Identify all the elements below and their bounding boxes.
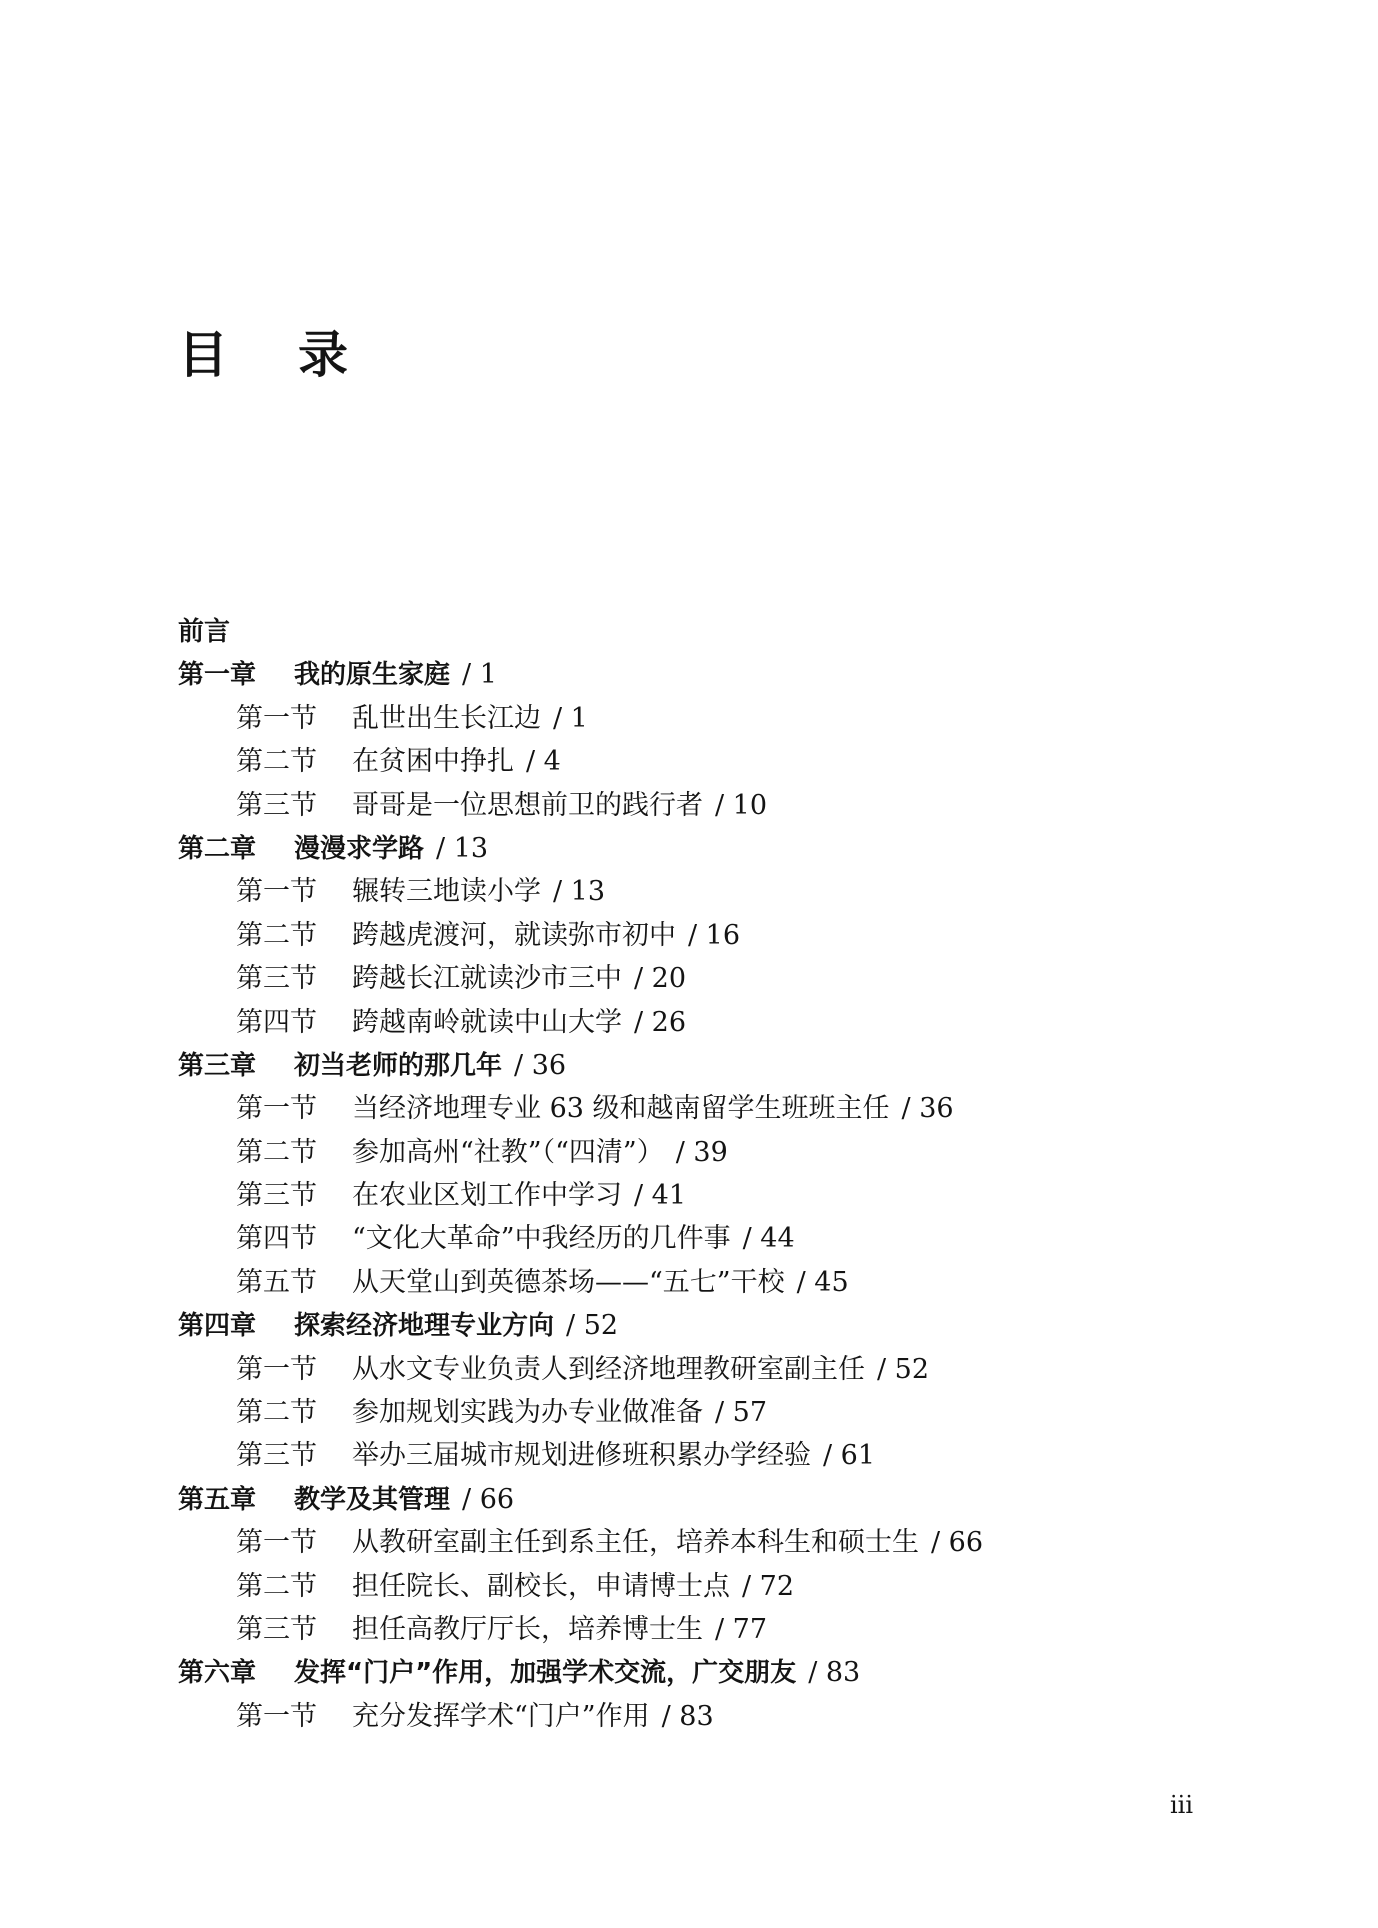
toc-entry-title: 初当老师的那几年 xyxy=(294,1050,503,1081)
toc-entry-page: / 26 xyxy=(634,1006,687,1038)
toc-entry-label: 第一节 xyxy=(236,1527,317,1559)
toc-entry-page: / 52 xyxy=(877,1353,930,1385)
toc-entry-title: 从天堂山到英德茶场——“五七”干校 xyxy=(352,1266,785,1298)
toc-entry-label: 第四节 xyxy=(236,1006,317,1038)
toc-entry-title: 从水文专业负责人到经济地理教研室副主任 xyxy=(352,1353,865,1385)
toc-entry-title: 哥哥是一位思想前卫的践行者 xyxy=(352,789,703,821)
toc-entry-title: 探索经济地理专业方向 xyxy=(294,1311,555,1342)
toc-entry-page: / 52 xyxy=(566,1310,619,1342)
toc-section-entry xyxy=(178,1565,1278,1608)
toc-entry-label: 第一节 xyxy=(236,1700,317,1732)
toc-entry-title: 在贫困中挣扎 xyxy=(352,746,514,778)
toc-section-entry xyxy=(178,1521,1278,1564)
toc-entry-title: 参加规划实践为办专业做准备 xyxy=(352,1397,703,1429)
toc-entry-page: / 36 xyxy=(901,1093,954,1125)
toc-section-entry xyxy=(178,1001,1278,1044)
toc-entry-label: 第一章 xyxy=(178,660,257,691)
toc-chapter-entry xyxy=(178,653,1278,696)
toc-entry-page: / 66 xyxy=(931,1527,984,1559)
toc-entry-label: 第一节 xyxy=(236,876,317,908)
toc-chapter-entry xyxy=(178,1304,1278,1347)
page-number: iii xyxy=(1170,1791,1194,1819)
toc-entry-page: / 1 xyxy=(553,702,588,734)
toc-entry-label: 第一节 xyxy=(236,702,317,734)
toc-entry-title: 跨越长江就读沙市三中 xyxy=(352,963,622,995)
toc-chapter-entry xyxy=(178,1651,1278,1694)
toc-entry-label: 第三节 xyxy=(236,1440,317,1472)
toc-entry-label: 第二节 xyxy=(236,746,317,778)
toc-entry-label: 第二节 xyxy=(236,919,317,951)
toc-entry-title: 发挥“门户”作用，加强学术交流，广交朋友 xyxy=(294,1658,797,1689)
toc-entry-title: 担任院长、副校长，申请博士点 xyxy=(352,1570,730,1602)
toc-entry-page: / 45 xyxy=(796,1266,849,1298)
toc-entry-title: 乱世出生长江边 xyxy=(352,702,541,734)
toc-entry-page: / 39 xyxy=(675,1136,728,1168)
toc-section-entry xyxy=(178,1217,1278,1260)
toc-entry-page: / 44 xyxy=(742,1223,795,1255)
toc-section-entry xyxy=(178,957,1278,1000)
toc-chapter-entry xyxy=(178,827,1278,870)
toc-entry-label: 第三节 xyxy=(236,1180,317,1212)
toc-section-entry xyxy=(178,870,1278,913)
toc-entry-title: 当经济地理专业 63 级和越南留学生班班主任 xyxy=(352,1093,890,1125)
toc-entry-title: 从教研室副主任到系主任，培养本科生和硕士生 xyxy=(352,1527,919,1559)
toc-entry-title: 担任高教厅厅长，培养博士生 xyxy=(352,1613,703,1645)
toc-entry-title: 教学及其管理 xyxy=(294,1484,451,1515)
toc-entry-page: / 61 xyxy=(823,1440,876,1472)
toc-entry-label: 第二节 xyxy=(236,1570,317,1602)
toc-entry-label: 第三节 xyxy=(236,789,317,821)
toc-entry-title: 充分发挥学术“门户”作用 xyxy=(352,1700,650,1732)
toc-entry-page: / 83 xyxy=(808,1657,861,1689)
toc-entry-title: 参加高州“社教”（“四清”） xyxy=(352,1136,664,1168)
toc-entry-title: 举办三届城市规划进修班积累办学经验 xyxy=(352,1440,811,1472)
toc-section-entry xyxy=(178,1391,1278,1434)
toc-section-entry xyxy=(178,740,1278,783)
toc-entry-page: / 10 xyxy=(715,789,768,821)
toc-section-entry xyxy=(178,1261,1278,1304)
toc-section-entry xyxy=(178,1131,1278,1174)
toc-entry-label: 第一节 xyxy=(236,1353,317,1385)
toc-entry-label: 第三节 xyxy=(236,963,317,995)
toc-entry-label: 第六章 xyxy=(178,1658,257,1689)
toc-entry-label: 第五章 xyxy=(178,1484,257,1515)
toc-section-entry xyxy=(178,1174,1278,1217)
toc-entry-title: 在农业区划工作中学习 xyxy=(352,1180,622,1212)
toc-entry-page: / 36 xyxy=(514,1049,567,1081)
toc-entry-page: / 41 xyxy=(634,1180,687,1212)
toc-entry-label: 第四章 xyxy=(178,1311,257,1342)
toc-entry-page: / 72 xyxy=(742,1570,795,1602)
toc-section-entry xyxy=(178,697,1278,740)
toc-entry-page: / 13 xyxy=(553,876,606,908)
page-title: 目录 xyxy=(178,325,418,384)
toc-section-entry xyxy=(178,1695,1278,1738)
toc-entry-label: 第二节 xyxy=(236,1397,317,1429)
toc-entry-label: 第二章 xyxy=(178,833,257,864)
toc-entry-title: 辗转三地读小学 xyxy=(352,876,541,908)
toc-section-entry xyxy=(178,1608,1278,1651)
toc-section-entry xyxy=(178,784,1278,827)
toc-chapter-entry xyxy=(178,1044,1278,1087)
toc-entry-title: “文化大革命”中我经历的几件事 xyxy=(352,1223,731,1255)
toc-entry-page: / 83 xyxy=(661,1700,714,1732)
toc-entry-label: 第二节 xyxy=(236,1136,317,1168)
table-of-contents xyxy=(178,610,1278,1738)
toc-section-entry xyxy=(178,1348,1278,1391)
toc-chapter-entry xyxy=(178,1478,1278,1521)
toc-entry-label: 前言 xyxy=(178,617,231,647)
toc-entry-page: / 20 xyxy=(634,963,687,995)
toc-entry-title: 我的原生家庭 xyxy=(294,660,451,691)
toc-entry-title: 跨越南岭就读中山大学 xyxy=(352,1006,622,1038)
toc-entry-page: / 77 xyxy=(715,1613,768,1645)
toc-entry-page: / 57 xyxy=(715,1397,768,1429)
toc-entry-page: / 16 xyxy=(688,919,741,951)
toc-section-entry xyxy=(178,914,1278,957)
toc-entry-page: / 66 xyxy=(462,1483,515,1515)
toc-entry-page: / 1 xyxy=(462,659,497,691)
toc-entry-page: / 4 xyxy=(526,746,561,778)
toc-entry-page: / 13 xyxy=(436,832,489,864)
toc-entry-title: 跨越虎渡河，就读弥市初中 xyxy=(352,919,676,951)
toc-entry-label: 第三节 xyxy=(236,1613,317,1645)
toc-section-entry xyxy=(178,1434,1278,1477)
toc-chapter-entry xyxy=(178,610,1278,653)
toc-entry-title: 漫漫求学路 xyxy=(294,833,425,864)
toc-entry-label: 第三章 xyxy=(178,1050,257,1081)
toc-entry-label: 第一节 xyxy=(236,1093,317,1125)
toc-entry-label: 第五节 xyxy=(236,1266,317,1298)
toc-section-entry xyxy=(178,1087,1278,1130)
toc-entry-label: 第四节 xyxy=(236,1223,317,1255)
